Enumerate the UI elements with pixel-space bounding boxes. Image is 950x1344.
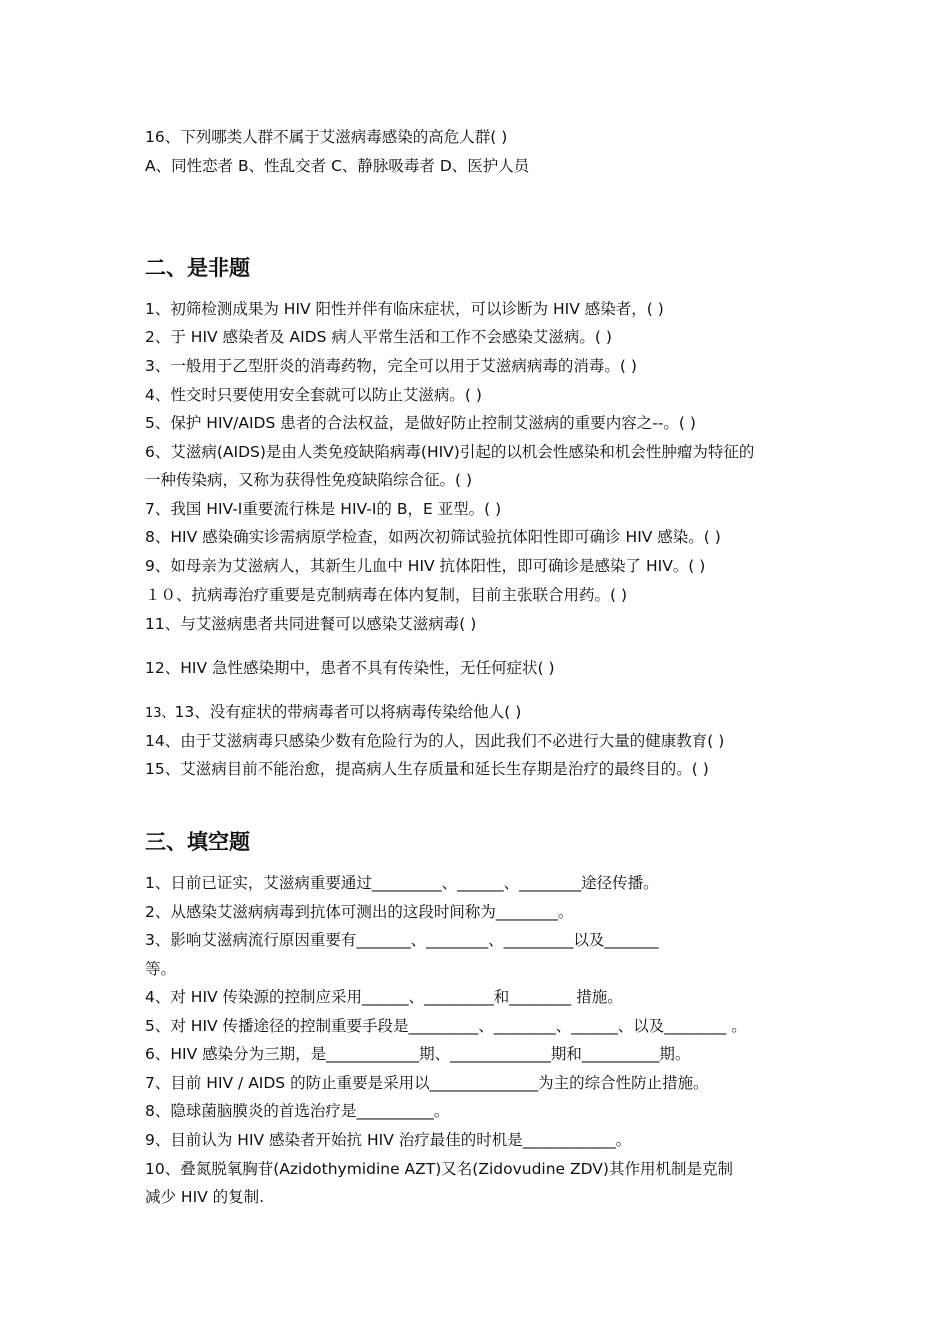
fill-item-3-cont: 等。 <box>145 960 177 978</box>
tf-item-10: １０、抗病毒治疗重要是克制病毒在体内复制，目前主张联合用药。( ) <box>145 586 628 604</box>
tf-item-12: 12、HIV 急性感染期中，患者不具有传染性，无任何症状( ) <box>145 659 555 677</box>
fill-item-2: 2、从感染艾滋病病毒到抗体可测出的这段时间称为________。 <box>145 903 574 921</box>
tf-item-13 <box>145 701 521 725</box>
tf-item-13-prefix: 13、 <box>145 706 175 721</box>
fill-item-9: 9、目前认为 HIV 感染者开始抗 HIV 治疗最佳的时机是____________。 <box>145 1131 632 1149</box>
fill-item-10: 10、叠氮脱氧胸苷(Azidothymidine AZT)又名(Zidovudine ZDV)其作用机制是克制 <box>145 1160 733 1178</box>
tf-item-2: 2、于 HIV 感染者及 AIDS 病人平常生活和工作不会感染艾滋病。( ) <box>145 328 612 346</box>
section-title-true-false: 二、是非题 <box>145 256 250 280</box>
question-16: 16、下列哪类人群不属于艾滋病毒感染的高危人群( ) <box>145 128 508 146</box>
tf-item-6-cont: 一种传染病，又称为获得性免疫缺陷综合征。( ) <box>145 471 473 489</box>
fill-item-6: 6、HIV 感染分为三期，是____________期、_____________期和__________期。 <box>145 1045 691 1063</box>
tf-item-3: 3、一般用于乙型肝炎的消毒药物，完全可以用于艾滋病病毒的消毒。( ) <box>145 357 637 375</box>
fill-item-7: 7、目前 HIV / AIDS 的防止重要是采用以______________为主的综合性防止措施。 <box>145 1074 709 1092</box>
fill-item-3: 3、影响艾滋病流行原因重要有_______、________、_________以及_______ <box>145 931 659 949</box>
tf-item-9: 9、如母亲为艾滋病人，其新生儿血中 HIV 抗体阳性，即可确诊是感染了 HIV。( ) <box>145 557 706 575</box>
fill-item-8: 8、隐球菌脑膜炎的首选治疗是__________。 <box>145 1102 450 1120</box>
fill-item-10-cont: 减少 HIV 的复制. <box>145 1188 265 1206</box>
tf-item-5: 5、保护 HIV/AIDS 患者的合法权益，是做好防止控制艾滋病的重要内容之--。( ) <box>145 414 696 432</box>
tf-item-1: 1、初筛检测成果为 HIV 阳性并伴有临床症状，可以诊断为 HIV 感染者，( ) <box>145 300 664 318</box>
tf-item-11: 11、与艾滋病患者共同进餐可以感染艾滋病毒( ) <box>145 615 477 633</box>
section-title-fill-blank: 三、填空题 <box>145 830 250 854</box>
fill-item-4: 4、对 HIV 传染源的控制应采用______、_________和________ 措施。 <box>145 988 623 1006</box>
tf-item-8: 8、HIV 感染确实诊需病原学检查，如两次初筛试验抗体阳性即可确诊 HIV 感染。( ) <box>145 528 721 546</box>
question-16-options: A、同性恋者 B、性乱交者 C、静脉吸毒者 D、医护人员 <box>145 157 530 175</box>
tf-item-14: 14、由于艾滋病毒只感染少数有危险行为的人，因此我们不必进行大量的健康教育( ) <box>145 732 725 750</box>
tf-item-4: 4、性交时只要使用安全套就可以防止艾滋病。( ) <box>145 386 482 404</box>
fill-item-1: 1、日前已证实，艾滋病重要通过_________、______、________途径传播。 <box>145 874 659 892</box>
fill-item-5: 5、对 HIV 传播途径的控制重要手段是_________、________、______、以及________ 。 <box>145 1017 747 1035</box>
tf-item-6: 6、艾滋病(AIDS)是由人类免疫缺陷病毒(HIV)引起的以机会性感染和机会性肿瘤为特征的 <box>145 443 755 461</box>
tf-item-7: 7、我国 HIV-Ⅰ重要流行株是 HIV-Ⅰ的 B，E 亚型。( ) <box>145 500 502 518</box>
tf-item-15: 15、艾滋病目前不能治愈，提高病人生存质量和延长生存期是治疗的最终目的。( ) <box>145 760 709 778</box>
tf-item-13-text: 13、没有症状的带病毒者可以将病毒传染给他人( ) <box>174 703 522 721</box>
